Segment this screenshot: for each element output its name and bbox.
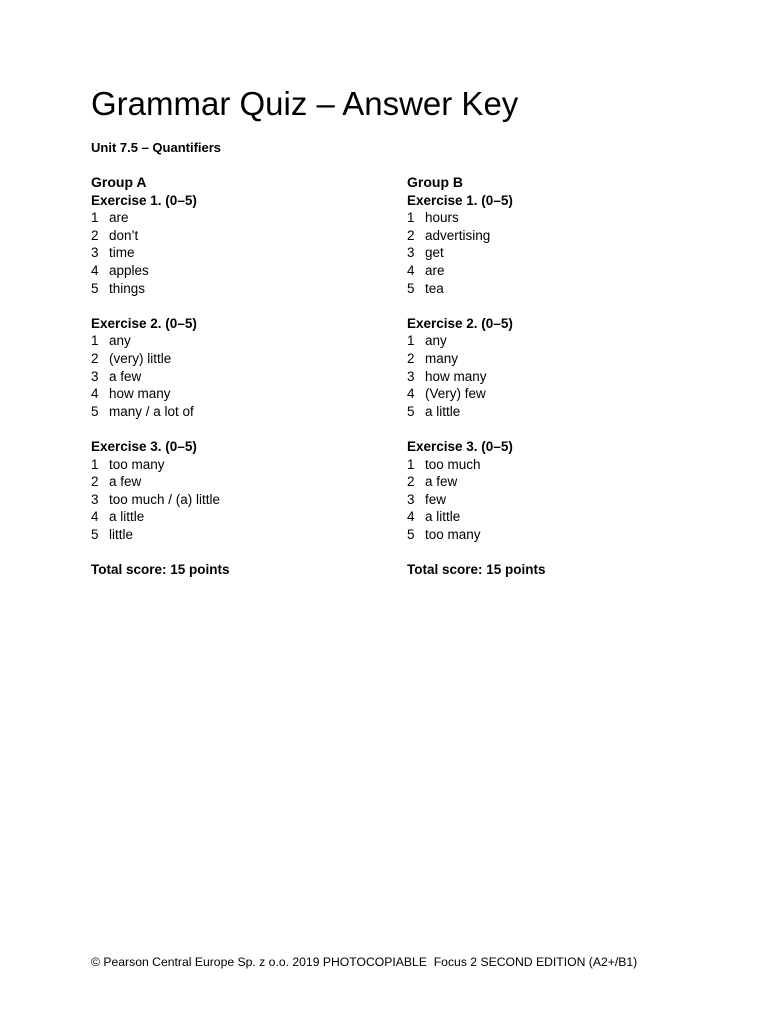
answer-row [407,244,707,262]
answer-row [407,227,707,245]
answer-text: many / a lot of [109,403,194,419]
answer-text: a little [425,403,461,419]
answer-row [91,456,391,474]
answer-text: advertising [425,227,491,243]
unit-heading: Unit 7.5 – Quantifiers [91,140,222,155]
answer-row [407,526,707,544]
answer-text: (very) little [109,350,172,366]
answer-number: 4 [91,509,99,525]
answer-number: 2 [91,227,99,243]
answer-text: get [425,245,444,261]
answer-number: 4 [407,509,415,525]
answer-text: time [109,245,135,261]
exercise-block [407,438,707,544]
answer-row [407,403,707,421]
answer-number: 1 [91,456,99,472]
answer-number: 3 [407,368,415,384]
answer-row [91,385,391,403]
copyright-footer: © Pearson Central Europe Sp. z o.o. 2019 PHOTOCOPIABLE Focus 2 SECOND EDITION (A2+/B1) [91,955,638,969]
exercise-block [407,315,707,421]
answer-text: things [109,280,146,296]
answer-row [407,209,707,227]
answer-row [91,262,391,280]
exercise-title: Exercise 2. (0–5) [91,315,197,331]
answer-text: tea [425,280,444,296]
answer-number: 5 [407,280,415,296]
page-title: Grammar Quiz – Answer Key [91,85,519,122]
answer-number: 4 [407,262,415,278]
answer-number: 3 [407,491,415,507]
answer-number: 4 [91,262,99,278]
answer-number: 1 [91,210,99,226]
answer-text: (Very) few [425,386,486,402]
answer-text: few [425,491,447,507]
answer-text: a few [109,474,142,490]
answer-text: many [425,350,459,366]
total-score: Total score: 15 points [407,562,546,578]
answer-row [91,403,391,421]
answer-number: 1 [407,210,415,226]
group-title: Group B [407,174,463,190]
answer-row [407,262,707,280]
exercise-title: Exercise 3. (0–5) [407,438,513,454]
answer-text: too many [109,456,165,472]
answer-number: 1 [407,333,415,349]
answer-row [407,456,707,474]
answer-number: 2 [407,227,415,243]
answer-row [407,491,707,509]
answer-row [407,350,707,368]
answer-row [91,244,391,262]
answer-number: 1 [407,456,415,472]
exercise-title: Exercise 3. (0–5) [91,438,197,454]
answer-text: any [109,333,131,349]
answer-row [91,350,391,368]
answer-row [407,473,707,491]
exercise-block [407,192,707,298]
answer-row [91,491,391,509]
answer-row [91,526,391,544]
answer-text: hours [425,210,459,226]
answer-number: 3 [91,491,99,507]
answer-row [91,209,391,227]
answer-number: 3 [91,368,99,384]
answer-row [91,227,391,245]
answer-text: are [109,210,129,226]
total-score: Total score: 15 points [91,562,230,578]
answer-text: too many [425,526,481,542]
answer-row [91,508,391,526]
answer-row [407,385,707,403]
answer-text: are [425,262,445,278]
answer-number: 3 [407,245,415,261]
answer-row [91,280,391,298]
answer-text: too much / (a) little [109,491,221,507]
answer-text: a little [109,509,145,525]
exercise-block [91,438,391,544]
answer-number: 5 [91,403,99,419]
answer-row [407,280,707,298]
answer-text: how many [109,386,171,402]
answer-text: apples [109,262,149,278]
exercise-title: Exercise 2. (0–5) [407,315,513,331]
answer-number: 4 [407,386,415,402]
exercise-title: Exercise 1. (0–5) [407,192,513,208]
group-title: Group A [91,174,147,190]
answer-text: a few [425,474,458,490]
exercise-title: Exercise 1. (0–5) [91,192,197,208]
answer-number: 2 [407,350,415,366]
answer-text: a little [425,509,461,525]
answer-text: don’t [109,227,139,243]
answer-number: 5 [91,526,99,542]
answer-number: 2 [407,474,415,490]
answer-number: 1 [91,333,99,349]
answer-number: 2 [91,350,99,366]
answer-text: little [109,526,134,542]
exercise-block [91,192,391,298]
answer-text: how many [425,368,487,384]
answer-row [407,368,707,386]
answer-number: 5 [407,403,415,419]
answer-row [91,368,391,386]
answer-row [91,332,391,350]
answer-row [91,473,391,491]
exercise-block [91,315,391,421]
answer-number: 5 [407,526,415,542]
answer-row [407,332,707,350]
answer-text: a few [109,368,142,384]
answer-row [407,508,707,526]
answer-text: any [425,333,447,349]
group-a-column [91,174,391,579]
group-b-column [407,174,707,579]
answer-number: 2 [91,474,99,490]
answer-number: 5 [91,280,99,296]
answer-number: 4 [91,386,99,402]
answer-text: too much [425,456,481,472]
answer-number: 3 [91,245,99,261]
